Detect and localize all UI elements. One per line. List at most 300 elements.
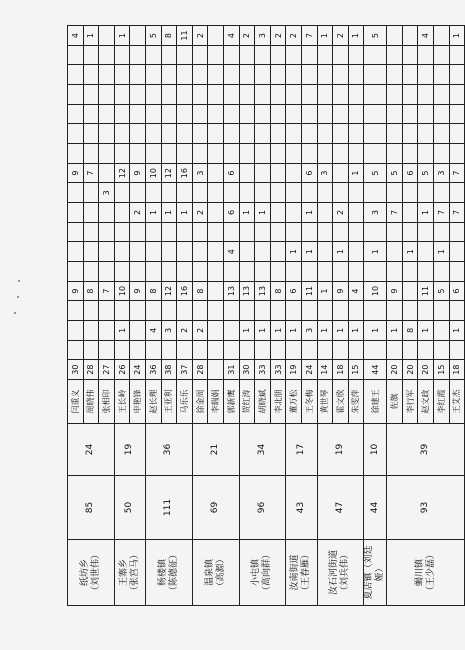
value-cell: 1 <box>177 203 193 223</box>
value-cell <box>223 104 239 124</box>
value-cell: 1 <box>317 321 333 341</box>
value-cell <box>333 163 349 183</box>
value-cell: 1 <box>364 321 387 341</box>
value-cell <box>239 124 255 144</box>
value-cell <box>255 222 271 242</box>
value-cell: 28 <box>83 360 99 380</box>
value-cell <box>114 104 130 124</box>
value-cell <box>434 262 450 282</box>
value-cell: 6 <box>402 163 418 183</box>
value-cell <box>402 144 418 164</box>
value-cell: 13 <box>239 281 255 301</box>
value-cell: 4 <box>223 242 239 262</box>
value-cell <box>364 144 387 164</box>
value-cell <box>99 163 115 183</box>
value-cell <box>449 104 465 124</box>
value-cell <box>418 65 434 85</box>
value-cell <box>348 85 364 105</box>
value-cell <box>99 45 115 65</box>
value-cell: 1 <box>418 321 434 341</box>
value-cell <box>223 262 239 282</box>
value-cell <box>317 242 333 262</box>
value-cell <box>387 124 403 144</box>
value-cell <box>255 340 271 360</box>
value-cell <box>348 222 364 242</box>
value-cell <box>177 183 193 203</box>
value-cell: 9 <box>68 163 84 183</box>
value-cell: 8 <box>270 281 286 301</box>
value-cell <box>145 45 161 65</box>
value-cell <box>130 222 146 242</box>
value-cell: 24 <box>130 360 146 380</box>
value-cell <box>364 85 387 105</box>
value-cell: 33 <box>255 360 271 380</box>
value-cell <box>208 222 224 242</box>
value-cell <box>99 144 115 164</box>
value-cell <box>270 45 286 65</box>
person-name-cell: 董万松 <box>286 380 302 424</box>
value-cell <box>387 262 403 282</box>
value-cell: 11 <box>418 281 434 301</box>
town-cell: 王寨乡 （张宫马） <box>114 540 145 606</box>
value-cell <box>161 124 177 144</box>
value-cell: 5 <box>418 163 434 183</box>
value-cell: 6 <box>223 163 239 183</box>
value-cell <box>301 45 317 65</box>
value-cell <box>161 262 177 282</box>
value-cell <box>177 104 193 124</box>
person-name-cell: 郭新鹰 <box>223 380 239 424</box>
value-cell <box>317 340 333 360</box>
value-cell <box>402 222 418 242</box>
value-cell: 1 <box>114 321 130 341</box>
value-cell <box>223 321 239 341</box>
subtotal-cell: 36 <box>145 424 192 476</box>
value-cell <box>161 183 177 203</box>
value-cell <box>434 124 450 144</box>
value-cell <box>449 262 465 282</box>
value-cell: 1 <box>348 321 364 341</box>
value-cell <box>434 144 450 164</box>
value-cell <box>449 301 465 321</box>
value-cell: 9 <box>387 281 403 301</box>
value-cell <box>208 262 224 282</box>
person-name-cell: 张相印 <box>99 380 115 424</box>
value-cell <box>255 242 271 262</box>
value-cell: 30 <box>239 360 255 380</box>
value-cell <box>402 262 418 282</box>
value-cell <box>177 124 193 144</box>
value-cell <box>301 104 317 124</box>
value-cell <box>99 85 115 105</box>
value-cell: 8 <box>402 321 418 341</box>
value-cell <box>239 340 255 360</box>
value-cell: 31 <box>223 360 239 380</box>
value-cell: 33 <box>270 360 286 380</box>
value-cell <box>255 104 271 124</box>
value-cell <box>301 124 317 144</box>
value-cell: 3 <box>434 163 450 183</box>
value-cell <box>83 45 99 65</box>
value-cell <box>434 321 450 341</box>
value-cell <box>223 301 239 321</box>
value-cell: 1 <box>333 242 349 262</box>
value-cell <box>286 85 302 105</box>
value-cell <box>223 183 239 203</box>
person-name-cell: 李瑞娟 <box>208 380 224 424</box>
value-cell <box>333 262 349 282</box>
value-cell: 9 <box>333 281 349 301</box>
value-cell: 1 <box>301 203 317 223</box>
value-cell <box>364 301 387 321</box>
value-cell <box>99 340 115 360</box>
value-cell <box>317 85 333 105</box>
value-cell <box>364 45 387 65</box>
value-cell: 10 <box>145 163 161 183</box>
value-cell <box>192 242 208 262</box>
value-cell <box>333 340 349 360</box>
value-cell <box>286 45 302 65</box>
value-cell <box>348 144 364 164</box>
value-cell <box>161 104 177 124</box>
value-cell <box>364 183 387 203</box>
value-cell: 1 <box>348 163 364 183</box>
value-cell: 1 <box>255 203 271 223</box>
value-cell <box>449 124 465 144</box>
value-cell <box>68 242 84 262</box>
value-cell <box>83 203 99 223</box>
value-cell <box>418 222 434 242</box>
value-cell <box>208 124 224 144</box>
value-cell <box>68 85 84 105</box>
value-cell: 16 <box>177 281 193 301</box>
value-cell <box>177 85 193 105</box>
value-cell <box>208 360 224 380</box>
value-cell <box>333 222 349 242</box>
value-cell <box>255 65 271 85</box>
value-cell <box>68 301 84 321</box>
value-cell <box>223 85 239 105</box>
person-name-cell: 王冬梅 <box>301 380 317 424</box>
person-name-cell: 黄世琴 <box>317 380 333 424</box>
value-cell <box>145 183 161 203</box>
value-cell <box>192 85 208 105</box>
table-row <box>145 26 161 606</box>
value-cell <box>177 222 193 242</box>
value-cell <box>434 183 450 203</box>
value-cell <box>348 124 364 144</box>
town-cell: 温泉镇 （高源） <box>192 540 239 606</box>
value-cell <box>114 65 130 85</box>
value-cell: 4 <box>348 281 364 301</box>
value-cell <box>208 183 224 203</box>
person-name-cell: 佐旗 <box>387 380 403 424</box>
value-cell <box>286 301 302 321</box>
person-name-cell: 李行军 <box>402 380 418 424</box>
value-cell <box>286 203 302 223</box>
value-cell <box>99 203 115 223</box>
table-row <box>387 26 403 606</box>
value-cell <box>317 144 333 164</box>
value-cell: 37 <box>177 360 193 380</box>
person-name-cell: 朱雯萍 <box>348 380 364 424</box>
value-cell <box>402 203 418 223</box>
value-cell <box>255 85 271 105</box>
person-name-cell: 赵长理 <box>145 380 161 424</box>
value-cell <box>239 163 255 183</box>
value-cell <box>255 262 271 282</box>
value-cell: 8 <box>161 26 177 46</box>
value-cell <box>418 85 434 105</box>
value-cell <box>223 222 239 242</box>
value-cell <box>387 26 403 46</box>
value-cell: 44 <box>364 360 387 380</box>
value-cell <box>208 85 224 105</box>
value-cell <box>208 321 224 341</box>
value-cell <box>317 65 333 85</box>
scan-speck <box>17 296 19 298</box>
value-cell: 2 <box>192 321 208 341</box>
value-cell: 12 <box>161 281 177 301</box>
statistics-table <box>67 25 465 606</box>
value-cell <box>449 85 465 105</box>
value-cell <box>145 85 161 105</box>
value-cell: 13 <box>255 281 271 301</box>
value-cell <box>348 340 364 360</box>
value-cell: 1 <box>286 321 302 341</box>
person-name-cell: 周晓伟 <box>83 380 99 424</box>
value-cell: 20 <box>418 360 434 380</box>
value-cell: 6 <box>286 281 302 301</box>
value-cell: 10 <box>114 281 130 301</box>
subtotal-cell: 19 <box>114 424 145 476</box>
value-cell <box>402 65 418 85</box>
value-cell: 8 <box>192 281 208 301</box>
value-cell <box>434 45 450 65</box>
subtotal-cell: 17 <box>286 424 317 476</box>
value-cell <box>114 183 130 203</box>
value-cell <box>145 301 161 321</box>
value-cell <box>270 203 286 223</box>
value-cell <box>239 104 255 124</box>
subtotal-cell: 10 <box>364 424 387 476</box>
value-cell <box>130 262 146 282</box>
value-cell <box>177 45 193 65</box>
value-cell <box>68 124 84 144</box>
value-cell: 11 <box>177 26 193 46</box>
total-cell: 44 <box>364 476 387 540</box>
subtotal-cell: 19 <box>317 424 364 476</box>
value-cell <box>83 262 99 282</box>
value-cell <box>99 104 115 124</box>
value-cell <box>449 340 465 360</box>
value-cell <box>177 144 193 164</box>
value-cell: 11 <box>301 281 317 301</box>
value-cell <box>434 301 450 321</box>
value-cell <box>99 262 115 282</box>
value-cell <box>387 242 403 262</box>
value-cell <box>301 144 317 164</box>
value-cell <box>145 104 161 124</box>
value-cell <box>83 301 99 321</box>
value-cell: 9 <box>68 281 84 301</box>
value-cell <box>255 301 271 321</box>
value-cell <box>286 163 302 183</box>
value-cell: 4 <box>145 321 161 341</box>
value-cell <box>130 144 146 164</box>
value-cell: 1 <box>449 321 465 341</box>
value-cell <box>114 262 130 282</box>
subtotal-cell: 21 <box>192 424 239 476</box>
value-cell: 20 <box>402 360 418 380</box>
value-cell <box>192 222 208 242</box>
value-cell <box>83 65 99 85</box>
value-cell <box>83 242 99 262</box>
value-cell: 2 <box>192 26 208 46</box>
value-cell: 1 <box>333 321 349 341</box>
value-cell <box>449 144 465 164</box>
person-name-cell: 贺红涛 <box>239 380 255 424</box>
value-cell <box>402 104 418 124</box>
value-cell: 20 <box>387 360 403 380</box>
value-cell <box>208 65 224 85</box>
value-cell <box>317 45 333 65</box>
value-cell <box>418 124 434 144</box>
value-cell <box>402 301 418 321</box>
value-cell: 1 <box>83 26 99 46</box>
value-cell: 3 <box>364 203 387 223</box>
value-cell <box>317 203 333 223</box>
value-cell <box>145 340 161 360</box>
table-row <box>68 26 84 606</box>
value-cell: 1 <box>255 321 271 341</box>
value-cell <box>333 85 349 105</box>
value-cell <box>223 144 239 164</box>
value-cell <box>130 183 146 203</box>
value-cell <box>402 340 418 360</box>
value-cell: 4 <box>68 26 84 46</box>
value-cell: 5 <box>364 26 387 46</box>
value-cell <box>364 222 387 242</box>
value-cell <box>130 26 146 46</box>
value-cell: 1 <box>239 203 255 223</box>
value-cell <box>301 85 317 105</box>
value-cell <box>317 222 333 242</box>
value-cell <box>83 222 99 242</box>
town-cell: 夏店镇（刘廷娅） <box>364 540 387 606</box>
value-cell <box>270 85 286 105</box>
value-cell <box>387 65 403 85</box>
value-cell <box>239 65 255 85</box>
value-cell: 7 <box>301 26 317 46</box>
value-cell <box>449 242 465 262</box>
value-cell: 30 <box>68 360 84 380</box>
value-cell <box>208 340 224 360</box>
value-cell <box>192 65 208 85</box>
value-cell <box>255 45 271 65</box>
town-cell: 汝石河街道 （刘兵伟） <box>317 540 364 606</box>
value-cell <box>130 242 146 262</box>
table-row <box>192 26 208 606</box>
value-cell <box>387 301 403 321</box>
value-cell: 7 <box>449 203 465 223</box>
value-cell: 2 <box>333 26 349 46</box>
value-cell: 2 <box>130 203 146 223</box>
value-cell <box>270 163 286 183</box>
value-cell: 1 <box>364 242 387 262</box>
value-cell <box>333 104 349 124</box>
value-cell <box>99 124 115 144</box>
value-cell <box>402 281 418 301</box>
value-cell: 38 <box>161 360 177 380</box>
value-cell: 3 <box>99 183 115 203</box>
value-cell: 3 <box>161 321 177 341</box>
scan-speck <box>18 280 20 282</box>
value-cell <box>83 340 99 360</box>
value-cell <box>270 340 286 360</box>
value-cell <box>68 65 84 85</box>
person-name-cell: 徐建王 <box>364 380 387 424</box>
value-cell <box>114 301 130 321</box>
value-cell <box>145 65 161 85</box>
value-cell: 3 <box>301 321 317 341</box>
person-name-cell: 胡晓斌 <box>255 380 271 424</box>
value-cell <box>270 65 286 85</box>
value-cell: 1 <box>387 321 403 341</box>
value-cell <box>449 222 465 242</box>
value-cell <box>449 65 465 85</box>
value-cell <box>68 340 84 360</box>
value-cell <box>387 144 403 164</box>
value-cell <box>145 144 161 164</box>
value-cell <box>161 222 177 242</box>
value-cell <box>99 222 115 242</box>
value-cell <box>208 163 224 183</box>
value-cell <box>68 183 84 203</box>
value-cell <box>99 26 115 46</box>
total-cell: 111 <box>145 476 192 540</box>
value-cell <box>177 262 193 282</box>
value-cell <box>387 104 403 124</box>
value-cell: 7 <box>99 281 115 301</box>
value-cell <box>402 45 418 65</box>
town-cell: 杨楼镇 （陈德征） <box>145 540 192 606</box>
value-cell <box>239 242 255 262</box>
value-cell <box>387 85 403 105</box>
value-cell <box>177 340 193 360</box>
person-name-cell: 王艾杰 <box>449 380 465 424</box>
value-cell: 36 <box>145 360 161 380</box>
value-cell <box>333 144 349 164</box>
value-cell <box>317 183 333 203</box>
value-cell: 4 <box>223 26 239 46</box>
value-cell <box>270 222 286 242</box>
value-cell: 10 <box>364 281 387 301</box>
value-cell <box>99 65 115 85</box>
value-cell <box>364 340 387 360</box>
value-cell <box>130 104 146 124</box>
value-cell <box>348 262 364 282</box>
value-cell <box>68 222 84 242</box>
value-cell <box>301 183 317 203</box>
value-cell <box>387 222 403 242</box>
value-cell <box>348 242 364 262</box>
value-cell: 13 <box>223 281 239 301</box>
value-cell: 1 <box>145 203 161 223</box>
value-cell <box>114 242 130 262</box>
scan-speck <box>14 312 16 314</box>
total-cell: 93 <box>387 476 465 540</box>
